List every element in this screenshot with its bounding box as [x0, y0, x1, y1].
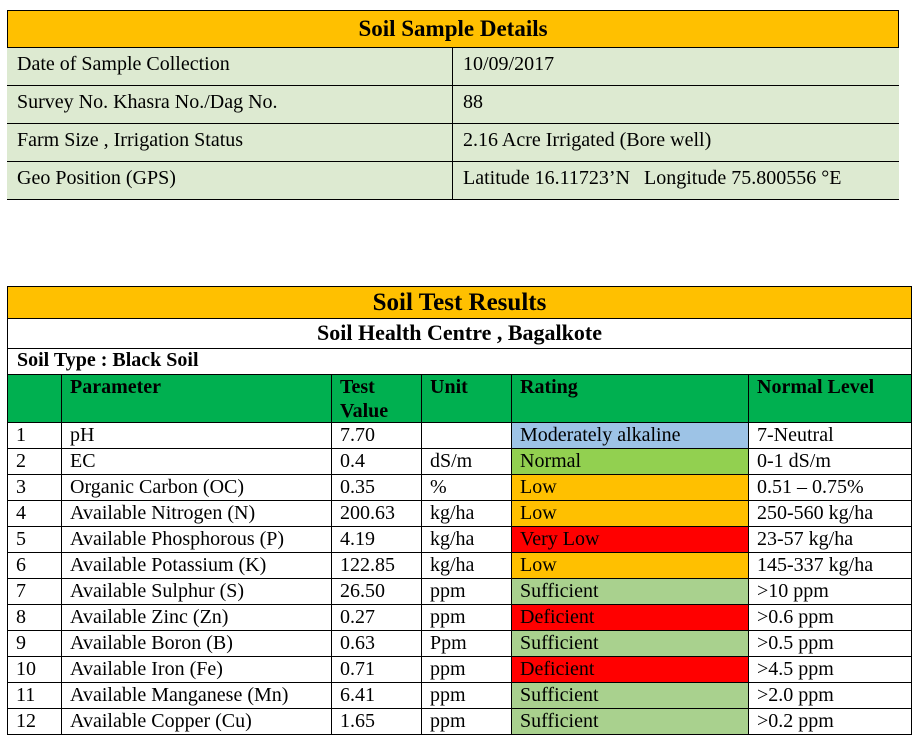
table-row	[7, 501, 912, 527]
table-row	[7, 162, 899, 200]
row-normal-level: >4.5 ppm	[757, 658, 834, 680]
row-normal-level: 0-1 dS/m	[757, 450, 831, 472]
row-normal-level: >0.2 ppm	[757, 710, 834, 732]
row-normal-level: 145-337 kg/ha	[757, 554, 874, 576]
row-parameter: Available Copper (Cu)	[62, 709, 332, 734]
row-rating: Deficient	[512, 657, 749, 682]
row-normal-level: 23-57 kg/ha	[757, 528, 854, 550]
row-unit: ppm	[422, 709, 512, 734]
soil-test-results-table	[7, 286, 912, 737]
header-number	[8, 375, 62, 422]
row-normal-level: >0.5 ppm	[757, 632, 834, 654]
header-normal-level: Normal Level	[757, 376, 875, 398]
row-number: 12	[8, 709, 62, 734]
row-test-value: 0.27	[332, 605, 422, 630]
header-unit: Unit	[422, 375, 512, 422]
row-label: Farm Size , Irrigation Status	[7, 124, 453, 161]
table-row	[7, 48, 899, 86]
row-parameter: Available Potassium (K)	[62, 553, 332, 578]
row-rating: Low	[512, 553, 749, 578]
table-row	[7, 449, 912, 475]
row-number: 9	[8, 631, 62, 656]
table-row	[7, 527, 912, 553]
row-test-value: 0.4	[332, 449, 422, 474]
header-parameter: Parameter	[62, 375, 332, 422]
row-parameter: Organic Carbon (OC)	[62, 475, 332, 500]
row-unit: ppm	[422, 683, 512, 708]
table-row	[7, 124, 899, 162]
row-normal-level: 0.51 – 0.75%	[757, 476, 864, 498]
row-test-value: 6.41	[332, 683, 422, 708]
row-unit: ppm	[422, 579, 512, 604]
row-value: 88	[463, 91, 483, 113]
row-rating: Sufficient	[512, 683, 749, 708]
row-unit	[422, 423, 512, 448]
row-parameter: Available Zinc (Zn)	[62, 605, 332, 630]
soil-health-centre: Soil Health Centre , Bagalkote	[7, 319, 912, 348]
row-test-value: 4.19	[332, 527, 422, 552]
sample-details-title: Soil Sample Details	[7, 10, 899, 48]
row-normal-level: 250-560 kg/ha	[757, 502, 874, 524]
row-test-value: 7.70	[332, 423, 422, 448]
table-row	[7, 709, 912, 735]
row-rating: Normal	[512, 449, 749, 474]
table-row	[7, 86, 899, 124]
row-number: 7	[8, 579, 62, 604]
row-rating: Moderately alkaline	[512, 423, 749, 448]
table-row	[7, 579, 912, 605]
row-parameter: Available Sulphur (S)	[62, 579, 332, 604]
row-number: 6	[8, 553, 62, 578]
column-header-row	[7, 374, 912, 423]
row-number: 10	[8, 657, 62, 682]
row-rating: Sufficient	[512, 709, 749, 734]
table-row	[7, 683, 912, 709]
row-parameter: Available Phosphorous (P)	[62, 527, 332, 552]
row-unit: kg/ha	[422, 553, 512, 578]
row-number: 11	[8, 683, 62, 708]
row-parameter: EC	[62, 449, 332, 474]
table-row	[7, 553, 912, 579]
row-parameter: Available Nitrogen (N)	[62, 501, 332, 526]
row-unit: ppm	[422, 657, 512, 682]
gps-longitude: Longitude 75.800556 °E	[644, 167, 842, 189]
row-number: 3	[8, 475, 62, 500]
table-row	[7, 605, 912, 631]
row-value: 2.16 Acre Irrigated (Bore well)	[463, 129, 712, 151]
row-rating: Sufficient	[512, 579, 749, 604]
row-label: Survey No. Khasra No./Dag No.	[7, 86, 453, 123]
row-normal-level: >0.6 ppm	[757, 606, 834, 628]
row-parameter: Available Iron (Fe)	[62, 657, 332, 682]
row-parameter: Available Boron (B)	[62, 631, 332, 656]
row-test-value: 200.63	[332, 501, 422, 526]
row-test-value: 0.71	[332, 657, 422, 682]
row-rating: Deficient	[512, 605, 749, 630]
row-unit: Ppm	[422, 631, 512, 656]
row-rating: Very Low	[512, 527, 749, 552]
row-unit: ppm	[422, 605, 512, 630]
soil-type: Soil Type : Black Soil	[7, 348, 912, 374]
header-test-value: Test Value	[332, 375, 422, 422]
table-row	[7, 475, 912, 501]
soil-sample-details-table	[7, 10, 899, 201]
row-unit: %	[422, 475, 512, 500]
row-normal-level: 7-Neutral	[757, 424, 834, 446]
row-number: 8	[8, 605, 62, 630]
row-parameter: Available Manganese (Mn)	[62, 683, 332, 708]
row-label: Geo Position (GPS)	[7, 162, 453, 199]
row-test-value: 0.35	[332, 475, 422, 500]
row-number: 4	[8, 501, 62, 526]
row-unit: dS/m	[422, 449, 512, 474]
row-label: Date of Sample Collection	[7, 48, 453, 85]
row-unit: kg/ha	[422, 501, 512, 526]
row-value: 10/09/2017	[463, 53, 555, 75]
row-test-value: 0.63	[332, 631, 422, 656]
gps-value	[453, 162, 899, 199]
row-rating: Low	[512, 501, 749, 526]
row-rating: Low	[512, 475, 749, 500]
row-rating: Sufficient	[512, 631, 749, 656]
row-normal-level: >10 ppm	[757, 580, 829, 602]
row-number: 2	[8, 449, 62, 474]
table-row	[7, 423, 912, 449]
row-number: 1	[8, 423, 62, 448]
table-row	[7, 657, 912, 683]
row-unit: kg/ha	[422, 527, 512, 552]
row-parameter: pH	[62, 423, 332, 448]
test-results-title: Soil Test Results	[7, 286, 912, 319]
row-test-value: 1.65	[332, 709, 422, 734]
gps-latitude: Latitude 16.11723’N	[463, 167, 631, 189]
header-rating: Rating	[512, 375, 749, 422]
table-row	[7, 631, 912, 657]
row-number: 5	[8, 527, 62, 552]
row-normal-level: >2.0 ppm	[757, 684, 834, 706]
row-test-value: 122.85	[332, 553, 422, 578]
row-test-value: 26.50	[332, 579, 422, 604]
